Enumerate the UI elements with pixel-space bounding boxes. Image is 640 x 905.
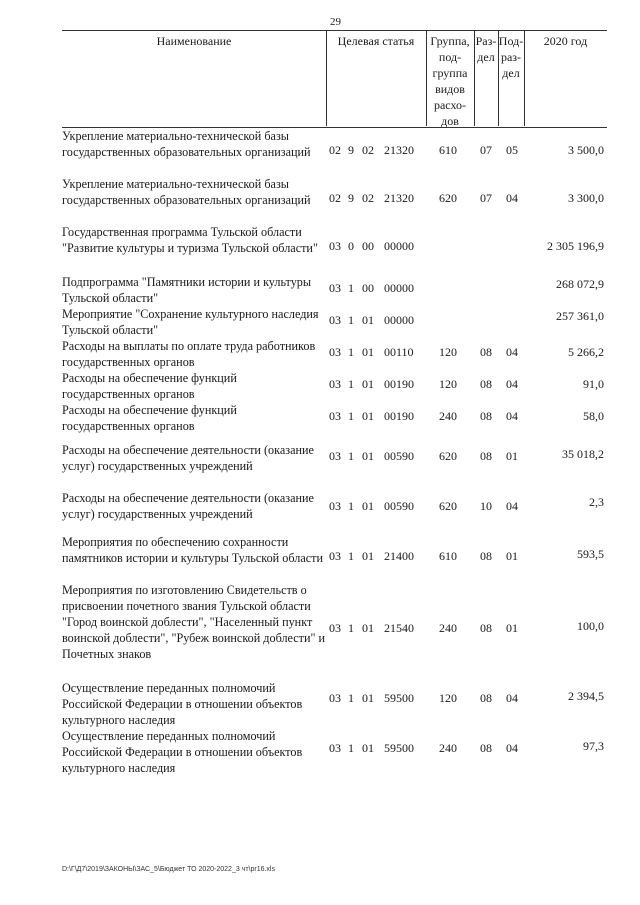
target-program: 03 (329, 239, 341, 253)
subsection: 01 (506, 549, 518, 563)
row-name: Мероприятия по изготовлению Свидетельств о присвоении почетного звания Тульской области "Город воинской доблести", "Населенный пункт воинской доблести", "Рубеж воинской доблести" и Почетных знаков (62, 583, 326, 661)
amount-2020: 257 361,0 (556, 309, 604, 323)
target-program: 03 (329, 621, 341, 635)
target-subprogram: 1 (348, 691, 354, 705)
expense-group: 120 (439, 345, 457, 359)
target-activity: 01 (362, 499, 374, 513)
row-name: Осуществление переданных полномочий Российской Федерации в отношении объектов культурного наследия (62, 681, 303, 727)
section: 08 (480, 549, 492, 563)
amount-2020: 91,0 (583, 377, 604, 391)
row-name: Мероприятия по обеспечению сохранности памятников истории и культуры Тульской области (62, 535, 323, 565)
amount-2020: 100,0 (577, 619, 604, 633)
row-name: Подпрограмма "Памятники истории и культуры Тульской области" (62, 275, 312, 305)
subsection: 04 (506, 345, 518, 359)
target-subprogram: 1 (348, 409, 354, 423)
amount-2020: 268 072,9 (556, 277, 604, 291)
target-subprogram: 9 (348, 143, 354, 157)
target-subprogram: 1 (348, 377, 354, 391)
target-program: 03 (329, 409, 341, 423)
target-activity: 01 (362, 621, 374, 635)
page-number: 29 (330, 16, 341, 28)
section: 08 (480, 449, 492, 463)
subsection: 04 (506, 499, 518, 513)
amount-2020: 35 018,2 (562, 447, 604, 461)
target-code: 00110 (384, 345, 414, 359)
column-divider (498, 30, 499, 126)
header-year: 2020 год (543, 34, 588, 48)
header-group-line: под- (438, 50, 462, 64)
target-program: 03 (329, 313, 341, 327)
table-row (62, 128, 607, 176)
section: 10 (480, 499, 492, 513)
row-name: Расходы на обеспечение функций государственных органов (62, 371, 237, 401)
target-code: 00590 (384, 449, 414, 463)
section: 08 (480, 691, 492, 705)
table-row (62, 442, 607, 490)
target-activity: 01 (362, 377, 374, 391)
table-row (62, 680, 607, 728)
target-program: 02 (329, 143, 341, 157)
expense-group: 610 (439, 143, 457, 157)
target-code: 59500 (384, 691, 414, 705)
target-activity: 01 (362, 313, 374, 327)
target-activity: 02 (362, 143, 374, 157)
target-subprogram: 1 (348, 313, 354, 327)
target-subprogram: 1 (348, 741, 354, 755)
subsection: 05 (506, 143, 518, 157)
section: 08 (480, 377, 492, 391)
target-program: 03 (329, 499, 341, 513)
subsection: 04 (506, 741, 518, 755)
target-code: 21540 (384, 621, 414, 635)
target-code: 00590 (384, 499, 414, 513)
table-header (62, 30, 607, 128)
header-subsection-line: дел (502, 66, 520, 80)
target-code: 21320 (384, 191, 414, 205)
section: 08 (480, 345, 492, 359)
header-group (426, 33, 474, 129)
target-program: 03 (329, 691, 341, 705)
amount-2020: 5 266,2 (568, 345, 604, 359)
row-name: Укрепление материально-технической базы государственных образовательных организаций (62, 177, 311, 207)
target-subprogram: 1 (348, 345, 354, 359)
target-subprogram: 1 (348, 449, 354, 463)
target-subprogram: 1 (348, 499, 354, 513)
target-code: 00190 (384, 377, 414, 391)
table-row (62, 402, 607, 436)
target-code: 21320 (384, 143, 414, 157)
target-code: 59500 (384, 741, 414, 755)
target-program: 03 (329, 377, 341, 391)
table-row (62, 582, 607, 678)
target-activity: 01 (362, 691, 374, 705)
header-section (474, 33, 498, 65)
target-activity: 02 (362, 191, 374, 205)
target-activity: 01 (362, 741, 374, 755)
section: 08 (480, 409, 492, 423)
target-code: 21400 (384, 549, 414, 563)
target-program: 03 (329, 449, 341, 463)
row-name: Укрепление материально-технической базы государственных образовательных организаций (62, 129, 311, 159)
target-program: 02 (329, 191, 341, 205)
target-program: 03 (329, 281, 341, 295)
expense-group: 620 (439, 449, 457, 463)
table-row (62, 338, 607, 370)
target-code: 00000 (384, 239, 414, 253)
header-group-line: расхо- (433, 98, 467, 112)
section: 07 (480, 143, 492, 157)
target-activity: 00 (362, 239, 374, 253)
header-subsection-line: Под- (498, 34, 524, 48)
row-name: Расходы на обеспечение функций государственных органов (62, 403, 237, 433)
expense-group: 120 (439, 377, 457, 391)
row-name: Мероприятие "Сохранение культурного наследия Тульской области" (62, 307, 319, 337)
amount-2020: 58,0 (583, 409, 604, 423)
subsection: 04 (506, 191, 518, 205)
expense-group: 240 (439, 741, 457, 755)
table-row (62, 534, 607, 582)
expense-group: 240 (439, 409, 457, 423)
amount-2020: 2 394,5 (568, 689, 604, 703)
target-subprogram: 1 (348, 621, 354, 635)
target-activity: 01 (362, 549, 374, 563)
section: 08 (480, 621, 492, 635)
header-group-line: Группа, (430, 34, 470, 48)
table-row (62, 728, 607, 776)
table-row (62, 370, 607, 402)
target-code: 00000 (384, 281, 414, 295)
file-path-footer: D:\Г\Д7\2019\ЗАКОНЫ\ЗАС_5\Бюджет ТО 2020-2022_3 чт\pr16.xls (62, 866, 275, 873)
amount-2020: 2 305 196,9 (547, 239, 604, 253)
amount-2020: 3 500,0 (568, 143, 604, 157)
row-name: Расходы на обеспечение деятельности (оказание услуг) государственных учреждений (62, 491, 314, 521)
header-subsection (498, 33, 524, 81)
subsection: 01 (506, 449, 518, 463)
target-subprogram: 1 (348, 281, 354, 295)
expense-group: 120 (439, 691, 457, 705)
header-subsection-line: раз- (500, 50, 522, 64)
section: 07 (480, 191, 492, 205)
header-group-line: группа (432, 66, 468, 80)
target-subprogram: 0 (348, 239, 354, 253)
expense-group: 620 (439, 499, 457, 513)
expense-group: 610 (439, 549, 457, 563)
column-divider (426, 30, 427, 126)
row-name: Осуществление переданных полномочий Российской Федерации в отношении объектов культурного наследия (62, 729, 303, 775)
section: 08 (480, 741, 492, 755)
column-divider (326, 30, 327, 126)
subsection: 04 (506, 409, 518, 423)
target-code: 00190 (384, 409, 414, 423)
target-program: 03 (329, 549, 341, 563)
table-row (62, 306, 607, 338)
target-activity: 01 (362, 345, 374, 359)
expense-group: 240 (439, 621, 457, 635)
expense-group: 620 (439, 191, 457, 205)
row-name: Расходы на выплаты по оплате труда работников государственных органов (62, 339, 316, 369)
header-group-line: видов (435, 82, 465, 96)
subsection: 01 (506, 621, 518, 635)
amount-2020: 593,5 (577, 547, 604, 561)
amount-2020: 2,3 (589, 495, 604, 509)
header-section-line: дел (477, 50, 495, 64)
table-row (62, 176, 607, 224)
column-divider (524, 30, 525, 126)
target-code: 00000 (384, 313, 414, 327)
amount-2020: 97,3 (583, 739, 604, 753)
target-activity: 01 (362, 449, 374, 463)
header-name: Наименование (156, 34, 232, 48)
subsection: 04 (506, 691, 518, 705)
header-group-line: дов (441, 114, 459, 128)
row-name: Государственная программа Тульской области "Развитие культуры и туризма Тульской области" (62, 225, 318, 255)
target-program: 03 (329, 741, 341, 755)
target-activity: 01 (362, 409, 374, 423)
subsection: 04 (506, 377, 518, 391)
table-row (62, 490, 607, 534)
row-name: Расходы на обеспечение деятельности (оказание услуг) государственных учреждений (62, 443, 314, 473)
header-section-line: Раз- (475, 34, 497, 48)
target-activity: 00 (362, 281, 374, 295)
target-program: 03 (329, 345, 341, 359)
target-subprogram: 9 (348, 191, 354, 205)
table-row (62, 274, 607, 306)
amount-2020: 3 300,0 (568, 191, 604, 205)
target-subprogram: 1 (348, 549, 354, 563)
column-divider (474, 30, 475, 126)
header-target-article: Целевая статья (337, 34, 415, 48)
table-row (62, 224, 607, 272)
